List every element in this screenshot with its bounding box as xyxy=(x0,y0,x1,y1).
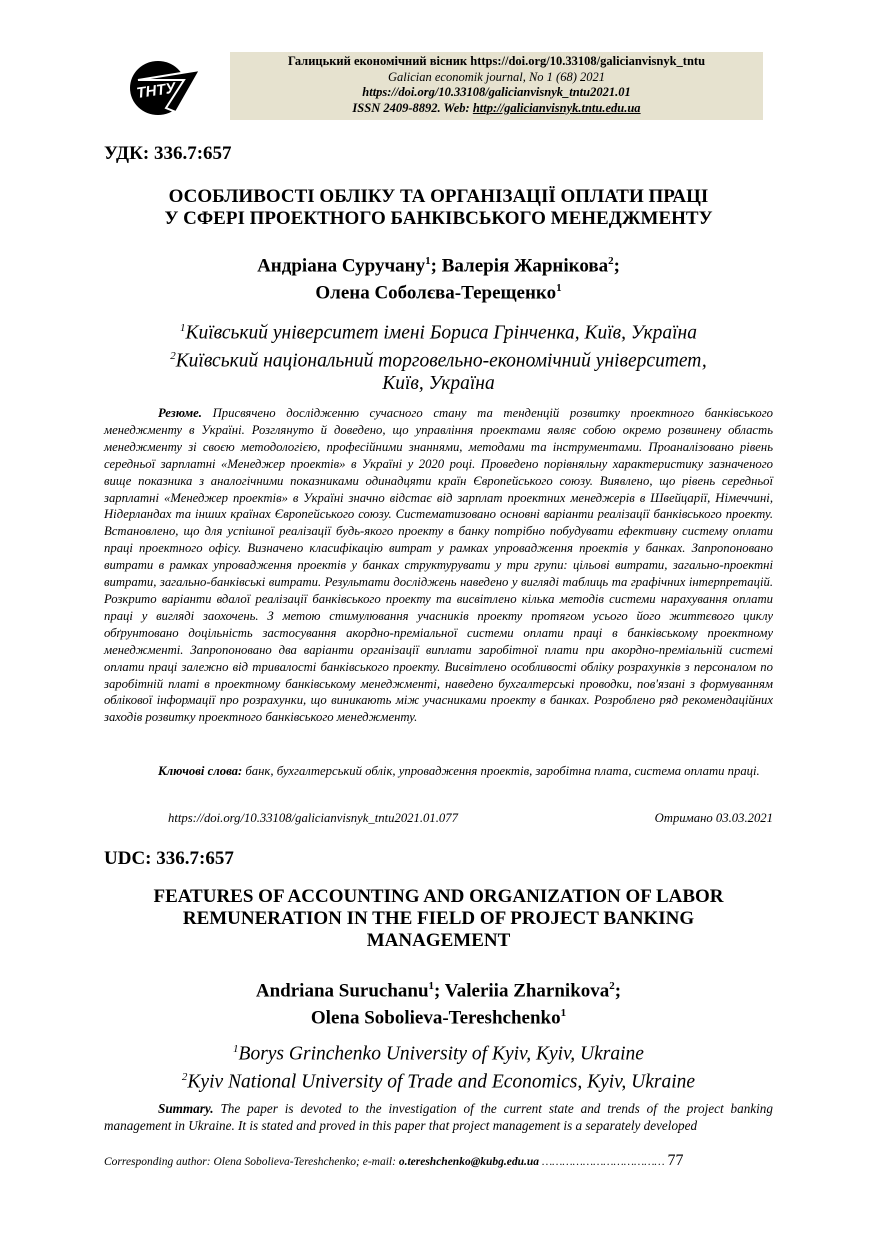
en-summary-lead: Summary. xyxy=(158,1101,214,1116)
journal-name-line: Галицький економічний вісник https://doi.org/10.33108/galicianvisnyk_tntu xyxy=(287,54,706,68)
en-affil-1: Borys Grinchenko University of Kyiv, Kyiv, Ukraine xyxy=(238,1043,644,1065)
ua-author-3-sup: 1 xyxy=(556,282,562,295)
en-author-3-sup: 1 xyxy=(560,1007,567,1020)
ua-authors: Андріана Суручану$^1$; Валерія Жарнікова$^2$; Олена Соболєва-Терещенко$^1$ xyxy=(257,255,620,304)
udk-code: УДК: 336.7:657 xyxy=(104,143,232,164)
en-author-2: ; Valeriia Zharnikova xyxy=(434,980,610,1002)
journal-logo xyxy=(128,58,208,118)
en-title xyxy=(104,886,773,952)
en-summary-text: The paper is devoted to the investigation of the current state and trends of the project banking management in Ukraine. It is stated and proved in this paper that project management is a separately developed xyxy=(104,1101,773,1133)
ua-title-line-2: У СФЕРІ ПРОЕКТНОГО БАНКІВСЬКОГО МЕНЕДЖМЕНТУ xyxy=(164,208,713,229)
footer-dots: ……………………………… xyxy=(539,1156,668,1168)
udc-code: UDC: 336.7:657 xyxy=(104,848,234,869)
page-footer xyxy=(104,1152,773,1170)
ua-title xyxy=(104,186,773,230)
received-date: Отримано 03.03.2021 xyxy=(654,811,773,825)
ua-doi-row xyxy=(104,811,773,829)
issn-text: ISSN 2409-8892. Web: xyxy=(352,100,473,115)
journal-header xyxy=(230,52,763,120)
ua-author-1-sup: 1 xyxy=(425,255,431,267)
ua-abstract xyxy=(104,405,773,726)
page-number: 77 xyxy=(667,1152,684,1169)
ua-affil-2-city: Київ, Україна xyxy=(382,373,495,394)
ua-affil-2: Київський національний торговельно-економічний університет, xyxy=(175,350,707,371)
en-summary xyxy=(104,1100,773,1134)
ua-author-2: ; Валерія Жарнікова xyxy=(430,255,609,277)
ua-author-1: Андріана Суручану xyxy=(257,255,426,277)
en-title-line-2: REMUNERATION IN THE FIELD OF PROJECT BANKING xyxy=(182,908,695,929)
ua-keywords-text: банк, бухгалтерський облік, упровадження проектів, заробітна плата, система оплати праці. xyxy=(242,764,760,778)
en-author-1: Andriana Suruchanu xyxy=(255,980,429,1002)
en-author-1-sup: 1 xyxy=(428,980,435,992)
en-author-3: Olena Sobolieva-Tereshchenko xyxy=(310,1007,561,1029)
logo-text: ТНТУ xyxy=(135,79,177,102)
ua-author-3: Олена Соболєва-Терещенко xyxy=(315,282,557,304)
ua-affiliations: $^1$Київський університет імені Бориса Грінченка, Київ, Україна $^2$Київський національний торговельно-економічний університет, Київ, Україна xyxy=(104,317,773,395)
ua-affil-1: Київський університет імені Бориса Грінченка, Київ, Україна xyxy=(185,322,697,344)
article-doi-link[interactable]: https://doi.org/10.33108/galicianvisnyk_tntu2021.01.077 xyxy=(168,811,458,825)
en-affil-2: Kyiv National University of Trade and Economics, Kyiv, Ukraine xyxy=(187,1071,696,1092)
ua-title-line-1: ОСОБЛИВОСТІ ОБЛІКУ ТА ОРГАНІЗАЦІЇ ОПЛАТИ ПРАЦІ xyxy=(168,186,709,207)
ua-abstract-text: Присвячено дослідженню сучасного стану та тенденцій розвитку проектного банківського менеджменту в Україні. Розглянуто й доведено, що управління проектами являє собою окремо розвинену область менеджменту зі своєю методологією, професійними знаннями, методами та інструментами. Проаналізовано рівень середньої зарплатні «Менеджер проектів» в Україні у 2020 році. Проведено порівняльну характеристику зазначеного вище показника з аналогічними показниками одинадцяти країн Європейського союзу. Виявлено, що рівень середньої зарплатні «Менеджер проектів» в Україні значно відстає від зарплат проектних менеджерів в Швейцарії, Німеччині, Нідерландах та інших країнах Європейського союзу. Систематизовано основні варіанти реалізації банківського проекту. Встановлено, що для успішної реалізації будь-якого проекту в банку потрібно побудувати ефективну систему оплати праці проектного офісу. Визначено класифікацію витрат у рамках упровадження проектів у банках. Запропоновано витрати в рамках упровадження проектів у банках структурувати у три групи: цільові витрати, загально-проектні витрати, загально-банківські витрати. Результати досліджень наведено у вигляді таблиць та графічних інтерпретацій. Розкрито варіанти вдалої реалізації банківського проекту та висвітлено кілька методів системи нарахування оплати праці у вигляді заохочень. З метою стимулювання учасників проекту протягом усього його життєвого циклу обґрунтовано доцільність застосування акордно-преміальної системи оплати праці в банківському проектному менеджменті. Запропоновано два варіанти організації виплати заробітної плати при акордно-преміальній системі оплати праці залежно від тривалості банківського проекту. Висвітлено особливості обліку розрахунків з персоналом по заробітній платі в проектному банківському менеджменті, наведено бухгалтерські проводки, пов'язані з формуванням облікової інформації про розрахунки, що виникають між учасниками проекту в банках. Розроблено ряд рекомендаційних заходів розвитку проектного банківського менеджменту. xyxy=(104,406,773,725)
en-affiliations: $^1$Borys Grinchenko University of Kyiv, Kyiv, Ukraine $^2$Kyiv National University of Trade and Economics, Kyiv, Ukraine xyxy=(181,1043,696,1092)
journal-issn-line xyxy=(230,101,763,117)
en-title-line-3: MANAGEMENT xyxy=(366,930,511,951)
en-authors: Andriana Suruchanu$^1$; Valeriia Zharnikova$^2$; Olena Sobolieva-Tereshchenko$^1$ xyxy=(255,980,622,1029)
journal-doi-line[interactable]: https://doi.org/10.33108/galicianvisnyk_tntu2021.01 xyxy=(362,85,631,99)
en-author-2-sup: 2 xyxy=(609,980,615,992)
ua-keywords-lead: Ключові слова: xyxy=(158,764,243,778)
ua-author-2-sup: 2 xyxy=(608,255,614,267)
en-title-line-1: FEATURES OF ACCOUNTING AND ORGANIZATION OF LABOR xyxy=(153,886,724,907)
corresponding-author: Corresponding author: Olena Sobolieva-Tereshchenko; e-mail: xyxy=(104,1156,399,1168)
author-email-link[interactable]: o.tereshchenko@kubg.edu.ua xyxy=(398,1156,540,1168)
ua-keywords xyxy=(104,763,773,780)
journal-issue-line: Galician economik journal, No 1 (68) 2021 xyxy=(388,69,605,84)
ua-abstract-lead: Резюме. xyxy=(158,406,202,420)
journal-web-link[interactable]: http://galicianvisnyk.tntu.edu.ua xyxy=(472,100,641,115)
